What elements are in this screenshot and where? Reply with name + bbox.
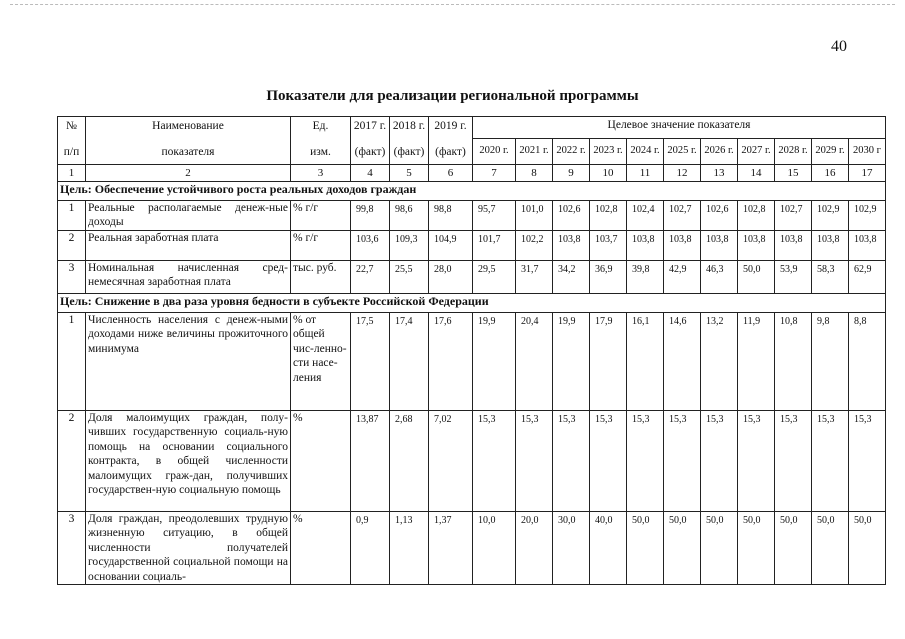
unit-cell: % [291, 512, 351, 585]
value-cell: 15,3 [812, 411, 849, 512]
indicator-name: Реальные располагаемые денеж-ные доходы [86, 201, 291, 231]
value-cell: 46,3 [701, 261, 738, 294]
value-cell: 13,2 [701, 313, 738, 411]
value-cell: 102,6 [553, 201, 590, 231]
goal-text: Цель: Снижение в два раза уровня бедности в субъекте Российской Федерации [58, 294, 886, 313]
row-number: 2 [58, 231, 86, 261]
value-cell: 50,0 [775, 512, 812, 585]
value-cell: 15,3 [738, 411, 775, 512]
value-cell: 103,8 [738, 231, 775, 261]
column-number-4: 4 [351, 165, 390, 182]
header-2018-cell [390, 117, 429, 165]
value-cell: 104,9 [429, 231, 473, 261]
value-cell: 58,3 [812, 261, 849, 294]
page-number: 40 [831, 38, 847, 55]
value-cell: 103,8 [553, 231, 590, 261]
header-number-label: № [66, 120, 77, 132]
value-cell: 28,0 [429, 261, 473, 294]
indicator-name: Реальная заработная плата [86, 231, 291, 261]
table-row [58, 231, 886, 261]
header-target-label: Целевое значение показателя [607, 119, 751, 131]
value-cell: 36,9 [590, 261, 627, 294]
header-2018-fact: (факт) [393, 146, 425, 159]
column-number-9: 9 [553, 165, 590, 182]
value-cell: 0,9 [351, 512, 390, 585]
value-cell: 40,0 [590, 512, 627, 585]
value-cell: 50,0 [738, 512, 775, 585]
value-cell: 30,0 [553, 512, 590, 585]
indicators-table [57, 116, 886, 585]
value-cell: 101,0 [516, 201, 553, 231]
value-cell: 2,68 [390, 411, 429, 512]
value-cell: 103,6 [351, 231, 390, 261]
value-cell: 19,9 [553, 313, 590, 411]
value-cell: 102,6 [701, 201, 738, 231]
value-cell: 103,8 [627, 231, 664, 261]
table-row [58, 261, 886, 294]
value-cell: 7,02 [429, 411, 473, 512]
value-cell: 103,8 [812, 231, 849, 261]
header-unit-label: Ед. [312, 120, 329, 132]
value-cell: 50,0 [738, 261, 775, 294]
indicator-name: Доля граждан, преодолевших трудную жизненную ситуацию, в общей численности получателей государственной социальной помощи на основании социаль- [86, 512, 291, 585]
value-cell: 20,4 [516, 313, 553, 411]
table-row [58, 411, 886, 512]
column-number-13: 13 [701, 165, 738, 182]
value-cell: 98,6 [390, 201, 429, 231]
value-cell: 15,3 [775, 411, 812, 512]
unit-cell: % г/г [291, 231, 351, 261]
value-cell: 99,8 [351, 201, 390, 231]
header-unit-cell [291, 117, 351, 165]
target-year-6: 2025 г. [664, 139, 701, 165]
value-cell: 95,7 [473, 201, 516, 231]
value-cell: 15,3 [849, 411, 886, 512]
value-cell: 50,0 [627, 512, 664, 585]
goal-row [58, 182, 886, 201]
value-cell: 103,8 [701, 231, 738, 261]
target-year-1: 2020 г. [473, 139, 516, 165]
value-cell: 20,0 [516, 512, 553, 585]
value-cell: 102,8 [738, 201, 775, 231]
value-cell: 50,0 [664, 512, 701, 585]
column-number-7: 7 [473, 165, 516, 182]
table-row [58, 313, 886, 411]
value-cell: 15,3 [516, 411, 553, 512]
goal-row [58, 294, 886, 313]
table-row [58, 201, 886, 231]
unit-cell: % г/г [291, 201, 351, 231]
value-cell: 102,2 [516, 231, 553, 261]
value-cell: 102,4 [627, 201, 664, 231]
target-year-10: 2029 г. [812, 139, 849, 165]
target-year-2: 2021 г. [516, 139, 553, 165]
value-cell: 15,3 [664, 411, 701, 512]
column-numbers-row [58, 165, 886, 182]
column-number-10: 10 [590, 165, 627, 182]
header-target-cell [473, 117, 886, 139]
value-cell: 102,7 [775, 201, 812, 231]
value-cell: 29,5 [473, 261, 516, 294]
value-cell: 13,87 [351, 411, 390, 512]
value-cell: 8,8 [849, 313, 886, 411]
target-year-9: 2028 г. [775, 139, 812, 165]
goal-text: Цель: Обеспечение устойчивого роста реальных доходов граждан [58, 182, 886, 201]
value-cell: 42,9 [664, 261, 701, 294]
value-cell: 50,0 [701, 512, 738, 585]
indicator-name: Номинальная начисленная сред-немесячная заработная плата [86, 261, 291, 294]
value-cell: 34,2 [553, 261, 590, 294]
value-cell: 15,3 [590, 411, 627, 512]
value-cell: 1,13 [390, 512, 429, 585]
header-2019-fact: (факт) [435, 146, 466, 159]
indicator-name: Доля малоимущих граждан, полу-чивших государственную социаль-ную помощь на основании социального контракта, в общей численности малоимущих граж-дан, получивших государствен-ную социальную помощь [86, 411, 291, 512]
value-cell: 15,3 [473, 411, 516, 512]
column-number-12: 12 [664, 165, 701, 182]
header-name-label: Наименование [152, 120, 224, 132]
value-cell: 102,7 [664, 201, 701, 231]
value-cell: 103,8 [664, 231, 701, 261]
value-cell: 103,7 [590, 231, 627, 261]
value-cell: 14,6 [664, 313, 701, 411]
value-cell: 1,37 [429, 512, 473, 585]
row-number: 1 [58, 201, 86, 231]
column-number-3: 3 [291, 165, 351, 182]
value-cell: 16,1 [627, 313, 664, 411]
value-cell: 19,9 [473, 313, 516, 411]
value-cell: 102,8 [590, 201, 627, 231]
unit-cell: % [291, 411, 351, 512]
scan-top-edge [10, 4, 895, 5]
value-cell: 101,7 [473, 231, 516, 261]
header-2017-label: 2017 г. [353, 120, 387, 132]
target-year-4: 2023 г. [590, 139, 627, 165]
value-cell: 39,8 [627, 261, 664, 294]
value-cell: 11,9 [738, 313, 775, 411]
value-cell: 62,9 [849, 261, 886, 294]
value-cell: 15,3 [627, 411, 664, 512]
target-year-8: 2027 г. [738, 139, 775, 165]
header-2019-label: 2019 г. [434, 120, 467, 132]
header-2017-fact: (факт) [354, 146, 386, 159]
column-number-17: 17 [849, 165, 886, 182]
value-cell: 31,7 [516, 261, 553, 294]
value-cell: 17,9 [590, 313, 627, 411]
unit-cell: тыс. руб. [291, 261, 351, 294]
row-number: 3 [58, 261, 86, 294]
value-cell: 103,8 [849, 231, 886, 261]
row-number: 3 [58, 512, 86, 585]
target-year-3: 2022 г. [553, 139, 590, 165]
value-cell: 109,3 [390, 231, 429, 261]
column-number-8: 8 [516, 165, 553, 182]
column-number-14: 14 [738, 165, 775, 182]
value-cell: 50,0 [849, 512, 886, 585]
target-year-5: 2024 г. [627, 139, 664, 165]
header-number-cell [58, 117, 86, 165]
target-year-11: 2030 г [849, 139, 886, 165]
header-2018-label: 2018 г. [392, 120, 426, 132]
target-year-7: 2026 г. [701, 139, 738, 165]
column-number-11: 11 [627, 165, 664, 182]
header-unit-sub: изм. [310, 146, 331, 159]
row-number: 2 [58, 411, 86, 512]
indicator-name: Численность населения с денеж-ными доходами ниже величины прожиточного минимума [86, 313, 291, 411]
header-name-sub: показателя [161, 146, 215, 159]
column-number-6: 6 [429, 165, 473, 182]
value-cell: 50,0 [812, 512, 849, 585]
value-cell: 17,5 [351, 313, 390, 411]
column-number-16: 16 [812, 165, 849, 182]
column-number-15: 15 [775, 165, 812, 182]
header-row [58, 117, 886, 139]
value-cell: 17,6 [429, 313, 473, 411]
row-number: 1 [58, 313, 86, 411]
value-cell: 9,8 [812, 313, 849, 411]
value-cell: 53,9 [775, 261, 812, 294]
value-cell: 15,3 [701, 411, 738, 512]
value-cell: 22,7 [351, 261, 390, 294]
value-cell: 17,4 [390, 313, 429, 411]
column-number-1: 1 [58, 165, 86, 182]
unit-cell: % от общей чис-ленно-сти насе-ления [291, 313, 351, 411]
header-2017-cell [351, 117, 390, 165]
value-cell: 15,3 [553, 411, 590, 512]
header-2019-cell [429, 117, 473, 165]
header-number-sub: п/п [63, 146, 80, 159]
value-cell: 10,8 [775, 313, 812, 411]
value-cell: 98,8 [429, 201, 473, 231]
value-cell: 102,9 [849, 201, 886, 231]
value-cell: 25,5 [390, 261, 429, 294]
header-name-cell [86, 117, 291, 165]
column-number-5: 5 [390, 165, 429, 182]
table-row [58, 512, 886, 585]
value-cell: 103,8 [775, 231, 812, 261]
value-cell: 102,9 [812, 201, 849, 231]
value-cell: 10,0 [473, 512, 516, 585]
column-number-2: 2 [86, 165, 291, 182]
page-title: Показатели для реализации региональной программы [266, 88, 639, 104]
